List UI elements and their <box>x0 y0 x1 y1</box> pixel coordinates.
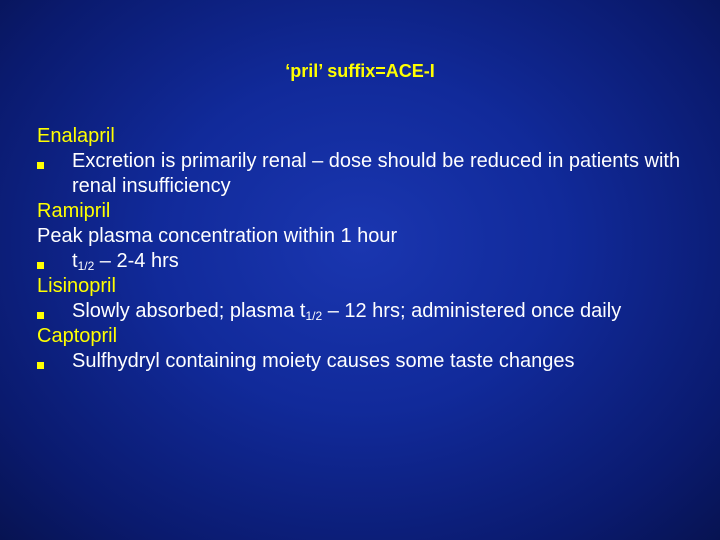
drug-heading-ramipril: Ramipril <box>37 200 111 222</box>
bullet-item-ramipril <box>37 249 687 274</box>
bullet-text <box>72 299 687 324</box>
ramipril-note: Peak plasma concentration within 1 hour <box>37 225 398 247</box>
slide-body <box>37 124 687 374</box>
half-life-subscript: 1/2 <box>77 259 95 273</box>
square-bullet-icon <box>37 299 72 324</box>
bullet-text <box>72 249 687 274</box>
square-bullet-icon <box>37 349 72 374</box>
drug-heading-enalapril: Enalapril <box>37 125 115 147</box>
bullet-text-prefix: Slowly absorbed; plasma t <box>72 300 306 322</box>
bullet-item-lisinopril <box>37 299 687 324</box>
half-life-subscript: 1/2 <box>305 309 323 323</box>
slide-title: ‘pril’ suffix=ACE-I <box>285 61 435 81</box>
bullet-text-suffix: – 12 hrs; administered once daily <box>322 300 622 322</box>
square-bullet-icon <box>37 149 72 174</box>
bullet-text-suffix: – 2-4 hrs <box>94 250 179 272</box>
bullet-item-captopril <box>37 349 687 374</box>
bullet-text: Excretion is primarily renal – dose should be reduced in patients with renal insufficiency <box>72 150 681 197</box>
drug-heading-lisinopril: Lisinopril <box>37 275 116 297</box>
drug-heading-captopril: Captopril <box>37 325 118 347</box>
bullet-text-prefix: t <box>72 250 78 272</box>
bullet-item-enalapril <box>37 149 687 199</box>
bullet-text: Sulfhydryl containing moiety causes some taste changes <box>72 350 575 372</box>
square-bullet-icon <box>37 249 72 274</box>
